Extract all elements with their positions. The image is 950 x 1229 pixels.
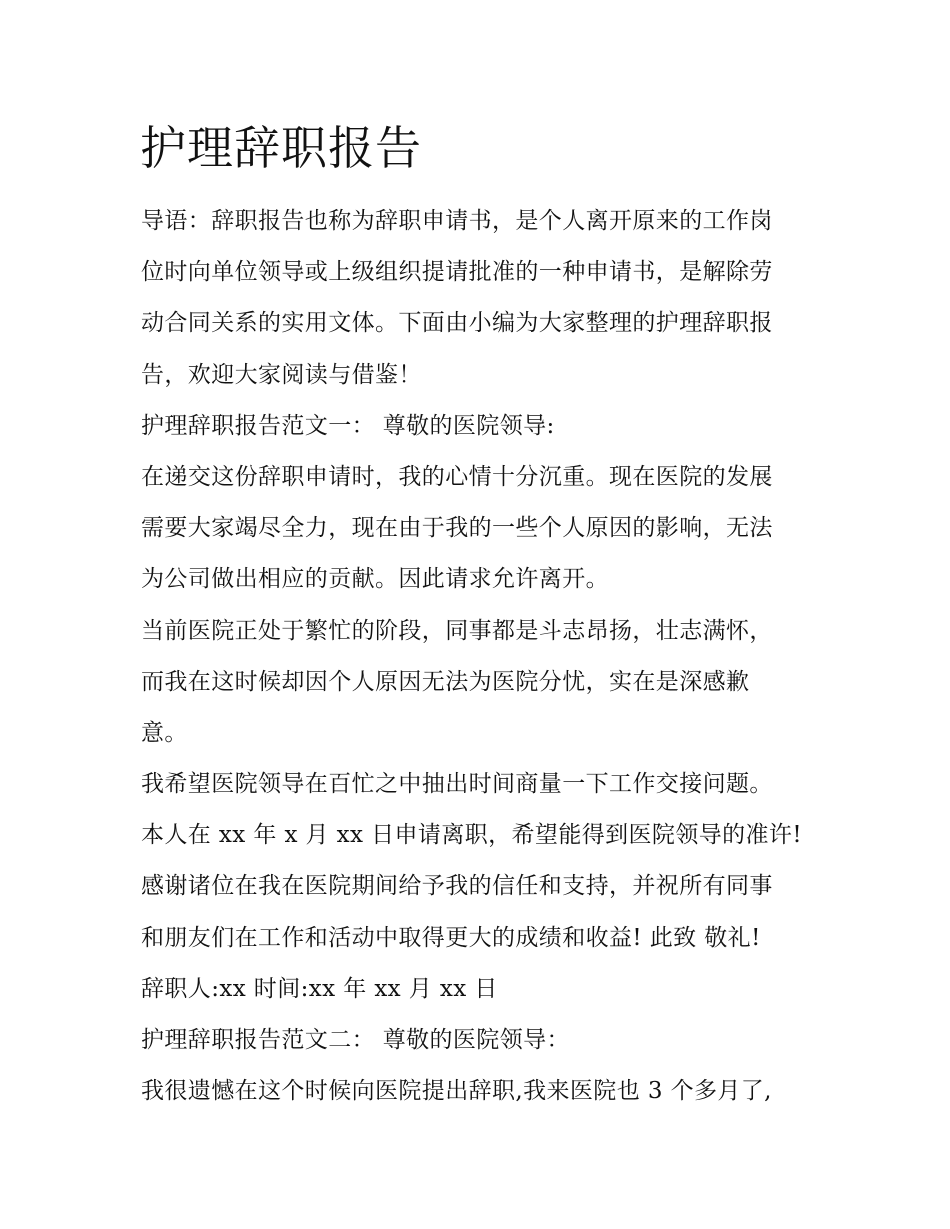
text-line: 导语：辞职报告也称为辞职申请书，是个人离开原来的工作岗 xyxy=(141,208,773,234)
text-line: 我很遗憾在这个时候向医院提出辞职,我来医院也 3 个多月了, xyxy=(141,1078,772,1105)
text-line: 为公司做出相应的贡献。因此请求允许离开。 xyxy=(141,566,609,593)
text-line: 告，欢迎大家阅读与借鉴！ xyxy=(141,361,422,388)
text-line: 辞职人:xx 时间:xx 年 xx 月 xx 日 xyxy=(141,975,498,1002)
text-line: 需要大家竭尽全力，现在由于我的一些个人原因的影响，无法 xyxy=(141,515,773,542)
text-line: 护理辞职报告范文二： 尊敬的医院领导： xyxy=(141,1027,570,1053)
text-line: 当前医院正处于繁忙的阶段，同事都是斗志昂扬，壮志满怀， xyxy=(141,617,773,644)
text-line: 我希望医院领导在百忙之中抽出时间商量一下工作交接问题。 xyxy=(141,771,773,798)
text-line: 动合同关系的实用文体。下面由小编为大家整理的护理辞职报 xyxy=(141,310,773,337)
text-line: 位时向单位领导或上级组织提请批准的一种申请书，是解除劳 xyxy=(141,259,773,286)
page-title: 护理辞职报告 xyxy=(140,121,422,175)
text-line: 而我在这时候却因个人原因无法为医院分忧，实在是深感歉 xyxy=(141,668,750,695)
text-line: 本人在 xx 年 x 月 xx 日申请离职，希望能得到医院领导的准许! xyxy=(141,822,802,849)
text-line: 感谢诸位在我在医院期间给予我的信任和支持，并祝所有同事 xyxy=(141,873,773,900)
text-line: 和朋友们在工作和活动中取得更大的成绩和收益! 此致 敬礼! xyxy=(141,924,761,951)
text-line: 护理辞职报告范文一： 尊敬的医院领导: xyxy=(141,412,555,439)
document-body xyxy=(141,196,821,1117)
text-line: 意。 xyxy=(141,719,188,746)
text-line: 在递交这份辞职申请时，我的心情十分沉重。现在医院的发展 xyxy=(141,463,773,490)
